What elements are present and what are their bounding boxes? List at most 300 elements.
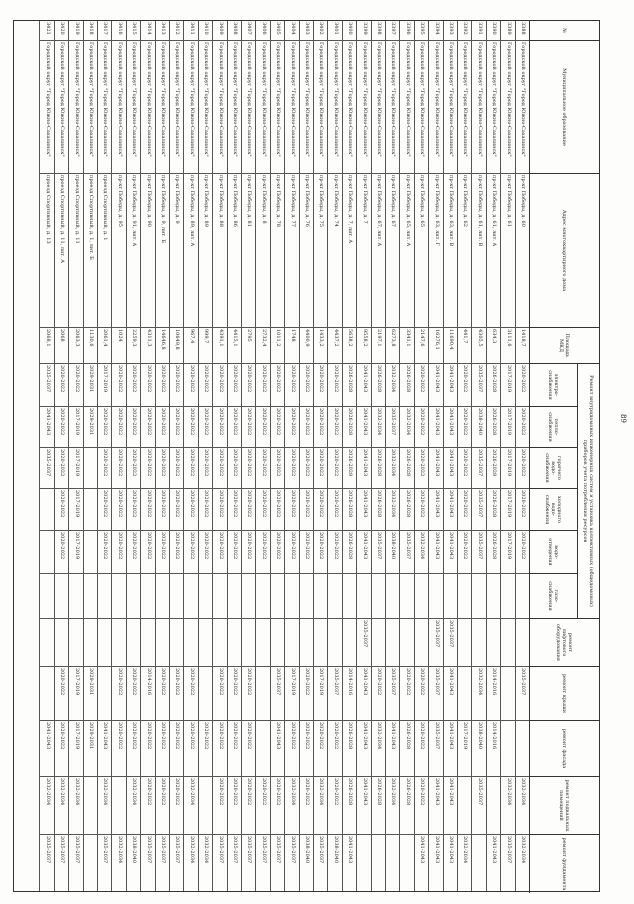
table-row	[299, 21, 313, 891]
cell-foundation: 2038-2040	[131, 836, 138, 864]
cell-vodootvedenie: 2020-2022	[184, 531, 197, 574]
cell-number: 3401	[328, 21, 341, 41]
cell-area: 4437,2	[328, 328, 341, 364]
table-row	[284, 21, 298, 891]
cell-area: 967,4	[184, 328, 197, 364]
cell-area: 4391,1	[213, 328, 226, 364]
cell-basement: 2032-2034	[184, 777, 197, 835]
cell-number: 3418	[84, 21, 97, 41]
cell-hvs: 2017-2019	[501, 489, 514, 531]
cell-basement: 2020-2022	[170, 777, 183, 835]
cell-electro: 2017-2019	[501, 364, 514, 407]
cell-gaz	[256, 574, 269, 619]
cell-number: 3398	[372, 21, 385, 41]
cell-teplo: 2029-2031	[84, 407, 97, 448]
cell-municipality: Городской округ "Город Южно-Сахалинск"	[400, 41, 413, 174]
cell-municipality: Городской округ "Город Южно-Сахалинск"	[199, 41, 212, 174]
cell-gvs	[84, 448, 97, 489]
cell-lift	[242, 619, 255, 667]
cell-electro: 2026-2028	[372, 364, 385, 407]
cell-hvs	[40, 489, 53, 531]
cell-roof	[501, 667, 514, 721]
cell-area: 4400,9	[300, 328, 313, 364]
cell-foundation: 2035-2037	[59, 836, 66, 864]
cell-address: пр-кт Победы, д. 7, лит. А	[343, 174, 356, 328]
cell-address: пр-кт Победы, д. 63, лит. Г	[429, 174, 442, 328]
cell-vodootvedenie: 2020-2022	[228, 531, 241, 574]
cell-teplo: 2026-2028	[487, 407, 500, 448]
cell-basement: 2020-2022	[141, 777, 154, 835]
cell-gaz	[343, 574, 356, 619]
cell-lift	[271, 619, 284, 667]
cell-vodootvedenie: 2035-2037	[372, 531, 385, 574]
cell-teplo: 2020-2022	[156, 407, 169, 448]
cell-hvs: 2020-2022	[271, 489, 284, 531]
cell-gvs: 2020-2022	[228, 448, 241, 489]
cell-area: 2732,4	[256, 328, 269, 364]
cell-electro: 2020-2022	[271, 364, 284, 407]
cell-gaz	[357, 574, 370, 619]
cell-municipality: Городской округ "Город Южно-Сахалинск"	[213, 41, 226, 174]
cell-area: 6273,8	[386, 328, 399, 364]
cell-lift	[84, 619, 97, 667]
cell-number: 3410	[199, 21, 212, 41]
cell-hvs: 2035-2037	[472, 489, 485, 531]
cell-gaz	[228, 574, 241, 619]
cell-roof: 2020-2022	[213, 667, 226, 721]
cell-address: пр-кт Победы, д. 91, лит. А	[127, 174, 140, 328]
cell-basement: 2020-2022	[415, 777, 428, 835]
cell-basement: 2020-2022	[256, 777, 269, 835]
cell-roof: 2014-2016	[487, 667, 500, 721]
cell-teplo: 2020-2022	[516, 407, 529, 448]
cell-teplo: 2020-2022	[55, 407, 68, 448]
cell-municipality: Городской округ "Город Южно-Сахалинск"	[300, 41, 313, 174]
cell-address: пр-кт Победы, д. 61	[501, 174, 514, 328]
cell-area: 4311,3	[141, 328, 154, 364]
cell-roof: 2017-2019	[285, 667, 298, 721]
cell-address: пр-кт Победы, д. 88	[213, 174, 226, 328]
cell-facade: 2014-2016	[487, 721, 500, 777]
cell-area: 14646,8	[156, 328, 169, 364]
cell-roof: 2020-2022	[415, 667, 428, 721]
cell-number: 3407	[242, 21, 255, 41]
cell-roof: 2020-2022	[170, 667, 183, 721]
cell-basement: 2020-2022	[242, 777, 255, 835]
cell-hvs: 2020-2022	[314, 489, 327, 531]
table-row	[471, 21, 485, 891]
cell-basement	[199, 777, 212, 835]
table-row	[443, 21, 457, 891]
cell-vodootvedenie: 2017-2019	[501, 531, 514, 574]
cell-gvs: 2020-2022	[156, 448, 169, 489]
cell-vodootvedenie: 2020-2022	[242, 531, 255, 574]
cell-area: 4305,5	[472, 328, 485, 364]
cell-gaz	[271, 574, 284, 619]
cell-electro: 2026-2028	[400, 364, 413, 407]
cell-vodootvedenie	[40, 531, 53, 574]
cell-gaz	[69, 574, 82, 619]
cell-electro: 2029-2031	[84, 364, 97, 407]
cell-address: пр-кт Победы, д. 81	[242, 174, 255, 328]
cell-area: 16276,1	[429, 328, 442, 364]
cell-address: пр-кт Победы, д. 90	[141, 174, 154, 328]
cell-basement: 2032-2034	[285, 777, 298, 835]
cell-electro: 2020-2022	[156, 364, 169, 407]
cell-teplo: 2017-2019	[501, 407, 514, 448]
cell-foundation	[386, 835, 399, 893]
cell-roof: 2017-2019	[69, 667, 82, 721]
cell-electro: 2020-2022	[415, 364, 428, 407]
cell-foundation: 2041-2043	[433, 836, 440, 864]
cell-lift: 2035-2037	[357, 619, 370, 667]
cell-foundation: 2038-2040	[332, 836, 339, 864]
cell-foundation	[84, 835, 97, 893]
cell-basement: 2026-2028	[372, 777, 385, 835]
cell-gaz	[242, 574, 255, 619]
cell-teplo: 2020-2022	[170, 407, 183, 448]
cell-gvs: 2026-2028	[487, 448, 500, 489]
table-row	[371, 21, 385, 891]
cell-lift	[472, 619, 485, 667]
cell-gaz	[98, 574, 111, 619]
cell-lift	[127, 619, 140, 667]
cell-teplo: 2020-2022	[199, 407, 212, 448]
cell-gvs: 2035-2037	[40, 448, 53, 489]
cell-facade: 2020-2022	[300, 721, 313, 777]
cell-address: пр-кт Победы, д. 76	[300, 174, 313, 328]
cell-address: пр-кт Победы, д. 67, лит. А	[372, 174, 385, 328]
cell-gvs: 2026-2028	[372, 448, 385, 489]
cell-number: 3412	[170, 21, 183, 41]
cell-area: 2259,3	[127, 328, 140, 364]
cell-gaz	[199, 574, 212, 619]
cell-area: 2068,1	[40, 328, 53, 364]
cell-gvs: 2041-2043	[357, 448, 370, 489]
cell-vodootvedenie	[84, 531, 97, 574]
cell-gaz	[40, 574, 53, 619]
cell-teplo: 2020-2022	[127, 407, 140, 448]
table-row	[39, 21, 53, 891]
cell-hvs: 2032-2034	[386, 489, 399, 531]
cell-gvs: 2017-2019	[69, 448, 82, 489]
cell-basement: 2032-2034	[314, 777, 327, 835]
cell-foundation: 2035-2037	[289, 836, 296, 864]
table-row	[183, 21, 197, 891]
cell-facade: 2020-2022	[213, 721, 226, 777]
cell-municipality: Городской округ "Город Южно-Сахалинск"	[55, 41, 68, 174]
page-number: 89	[619, 414, 627, 423]
table-row	[414, 21, 428, 891]
cell-electro: 2020-2022	[314, 364, 327, 407]
table-row	[399, 21, 413, 891]
cell-vodootvedenie: 2020-2022	[458, 531, 471, 574]
capital-repair-table	[13, 20, 600, 892]
cell-gvs: 2020-2022	[213, 448, 226, 489]
cell-municipality: Городской округ "Город Южно-Сахалинск"	[40, 41, 53, 174]
header-gaz: газо-снабжения	[529, 574, 577, 619]
cell-gvs: 2020-2022	[271, 448, 284, 489]
cell-roof: 2035-2037	[328, 667, 341, 721]
cell-gaz	[170, 574, 183, 619]
cell-gvs: 2035-2037	[472, 448, 485, 489]
cell-facade	[501, 721, 514, 777]
cell-gvs: 2026-2028	[400, 448, 413, 489]
cell-basement: 2032-2034	[55, 777, 68, 835]
cell-number: 3392	[458, 21, 471, 41]
cell-area: 1130,6	[84, 328, 97, 364]
cell-gaz	[300, 574, 313, 619]
cell-roof	[40, 667, 53, 721]
cell-gaz	[444, 574, 457, 619]
cell-number: 3400	[343, 21, 356, 41]
cell-number: 3406	[256, 21, 269, 41]
cell-hvs: 2020-2022	[300, 489, 313, 531]
cell-address: пр-кт Победы, д. 7	[357, 174, 370, 328]
cell-facade: 2020-2022	[141, 721, 154, 777]
cell-vodootvedenie: 2020-2022	[256, 531, 269, 574]
cell-area: 1418,7	[516, 328, 529, 364]
header-roof: ремонт крыши	[529, 667, 599, 721]
cell-hvs: 2020-2022	[285, 489, 298, 531]
cell-vodootvedenie: 2017-2019	[69, 531, 82, 574]
cell-vodootvedenie: 2020-2022	[199, 531, 212, 574]
cell-gvs: 2020-2022	[112, 448, 125, 489]
cell-gaz	[55, 574, 68, 619]
cell-area: 11690,4	[444, 328, 457, 364]
table-row	[255, 21, 269, 891]
cell-vodootvedenie: 2041-2043	[429, 531, 442, 574]
cell-basement	[84, 777, 97, 835]
table-row	[486, 21, 500, 891]
cell-electro: 2020-2022	[170, 364, 183, 407]
cell-facade: 2032-2034	[372, 721, 385, 777]
cell-facade: 2020-2022	[156, 721, 169, 777]
cell-vodootvedenie: 2020-2022	[127, 531, 140, 574]
cell-foundation: 2035-2037	[246, 836, 253, 864]
cell-number: 3390	[487, 21, 500, 41]
cell-basement: 2020-2022	[228, 777, 241, 835]
cell-municipality: Городской округ "Город Южно-Сахалинск"	[415, 41, 428, 174]
cell-electro: 2020-2022	[69, 364, 82, 407]
cell-hvs: 2041-2043	[429, 489, 442, 531]
cell-gaz	[141, 574, 154, 619]
table-row	[97, 21, 111, 891]
cell-facade: 2020-2022	[228, 721, 241, 777]
cell-facade: 2038-2040	[472, 721, 485, 777]
cell-municipality: Городской округ "Город Южно-Сахалинск"	[472, 41, 485, 174]
cell-teplo: 2020-2022	[141, 407, 154, 448]
cell-vodootvedenie: 2020-2022	[213, 531, 226, 574]
cell-gaz	[472, 574, 485, 619]
cell-basement: 2041-2043	[444, 777, 457, 835]
cell-number: 3415	[127, 21, 140, 41]
cell-area: 4415,1	[228, 328, 241, 364]
cell-roof: 2014-2016	[141, 667, 154, 721]
cell-electro: 2017-2019	[98, 364, 111, 407]
cell-roof: 2020-2022	[372, 667, 385, 721]
cell-foundation	[372, 835, 385, 893]
cell-gvs: 2032-2034	[386, 448, 399, 489]
cell-municipality: Городской округ "Город Южно-Сахалинск"	[458, 41, 471, 174]
cell-lift	[314, 619, 327, 667]
cell-electro: 2020-2022	[112, 364, 125, 407]
cell-hvs: 2041-2043	[444, 489, 457, 531]
cell-electro: 2020-2022	[228, 364, 241, 407]
cell-lift	[501, 619, 514, 667]
cell-vodootvedenie: 2020-2022	[271, 531, 284, 574]
cell-gvs: 2020-2022	[199, 448, 212, 489]
cell-roof: 2020-2022	[55, 667, 68, 721]
cell-number: 3402	[314, 21, 327, 41]
cell-facade: 2020-2022	[328, 721, 341, 777]
cell-lift	[69, 619, 82, 667]
cell-electro: 2026-2028	[487, 364, 500, 407]
cell-gaz	[487, 574, 500, 619]
cell-lift	[487, 619, 500, 667]
cell-municipality: Городской округ "Город Южно-Сахалинск"	[357, 41, 370, 174]
cell-foundation: 2038-2040	[304, 836, 310, 864]
cell-lift	[40, 619, 53, 667]
cell-foundation: 2032-2034	[116, 836, 123, 864]
cell-gvs: 2020-2022	[242, 448, 255, 489]
table-row	[428, 21, 442, 891]
table-row	[54, 21, 68, 891]
cell-teplo: 2020-2022	[300, 407, 313, 448]
cell-hvs: 2041-2043	[357, 489, 370, 531]
cell-address: пр-кт Победы, д. 62	[458, 174, 471, 328]
cell-municipality: Городской округ "Город Южно-Сахалинск"	[343, 41, 356, 174]
cell-address: пр-кт Победы, д. 65, лит. А	[400, 174, 413, 328]
cell-gaz	[516, 574, 529, 619]
cell-electro: 2041-2043	[429, 364, 442, 407]
cell-teplo: 2038-2040	[472, 407, 485, 448]
cell-teplo: 2032-2034	[400, 407, 413, 448]
cell-roof	[199, 667, 212, 721]
cell-hvs: 2020-2022	[141, 489, 154, 531]
cell-roof: 2041-2043	[444, 667, 457, 721]
cell-municipality: Городской округ "Город Южно-Сахалинск"	[156, 41, 169, 174]
cell-number: 3391	[472, 21, 485, 41]
cell-hvs: 2020-2022	[228, 489, 241, 531]
cell-teplo: 2041-2043	[444, 407, 457, 448]
cell-facade	[256, 721, 269, 777]
cell-teplo: 2020-2022	[285, 407, 298, 448]
header-municipality: Муниципальное образование	[529, 41, 599, 174]
cell-electro: 2035-2037	[40, 364, 53, 407]
cell-facade: 2041-2043	[98, 721, 111, 777]
cell-electro: 2020-2022	[256, 364, 269, 407]
cell-foundation: 2032-2034	[188, 836, 195, 864]
cell-vodootvedenie: 2035-2037	[400, 531, 413, 574]
cell-gaz	[400, 574, 413, 619]
cell-address: пр-кт Победы, д. 61, лит. А	[487, 174, 500, 328]
cell-roof: 2035-2037	[386, 667, 399, 721]
cell-roof: 2035-2037	[429, 667, 442, 721]
cell-vodootvedenie: 2026-2028	[487, 531, 500, 574]
cell-teplo: 2041-2043	[357, 407, 370, 448]
cell-facade: 2020-2022	[127, 721, 140, 777]
cell-gaz	[285, 574, 298, 619]
cell-foundation: 2035-2037	[232, 836, 238, 864]
cell-foundation: 2032-2034	[520, 836, 526, 864]
cell-basement: 2026-2028	[343, 777, 356, 835]
cell-municipality: Городской округ "Город Южно-Сахалинск"	[69, 41, 82, 174]
cell-electro: 2020-2022	[141, 364, 154, 407]
cell-basement: 2032-2034	[516, 777, 529, 835]
cell-municipality: Городской округ "Город Южно-Сахалинск"	[501, 41, 514, 174]
cell-gvs: 2020-2022	[184, 448, 197, 489]
cell-teplo: 2020-2022	[242, 407, 255, 448]
cell-electro: 2035-2037	[472, 364, 485, 407]
cell-gvs: 2041-2043	[429, 448, 442, 489]
cell-electro: 2020-2022	[184, 364, 197, 407]
cell-number: 3411	[184, 21, 197, 41]
cell-facade: 2020-2022	[170, 721, 183, 777]
cell-roof	[256, 667, 269, 721]
cell-foundation: 2035-2037	[275, 836, 282, 864]
cell-address: пр-кт Победы, д. 60	[516, 174, 529, 328]
cell-electro: 2020-2022	[55, 364, 68, 407]
cell-roof: 2020-2022	[156, 667, 169, 721]
cell-foundation: 2035-2037	[145, 836, 152, 864]
cell-hvs: 2020-2022	[156, 489, 169, 531]
cell-facade: 2041-2043	[386, 721, 399, 777]
cell-lift	[199, 619, 212, 667]
cell-lift	[516, 619, 529, 667]
cell-lift: 2035-2037	[429, 619, 442, 667]
cell-gaz	[184, 574, 197, 619]
table-row	[198, 21, 212, 891]
cell-hvs: 2026-2028	[372, 489, 385, 531]
table-row	[241, 21, 255, 891]
header-basement: ремонт подвальных помещений	[529, 777, 599, 835]
cell-area: 3111,6	[501, 328, 514, 364]
cell-address: пр-кт Победы, д. 8	[256, 174, 269, 328]
cell-number: 3417	[98, 21, 111, 41]
cell-gvs: 2020-2022	[314, 448, 327, 489]
cell-address: пр-кт Победы, д. 78	[271, 174, 284, 328]
cell-facade: 2026-2028	[343, 721, 356, 777]
cell-hvs: 2020-2022	[458, 489, 471, 531]
cell-foundation: 2035-2037	[73, 836, 80, 864]
cell-facade: 2029-2031	[84, 721, 97, 777]
cell-lift	[372, 619, 385, 667]
cell-teplo: 2020-2022	[415, 407, 428, 448]
cell-vodootvedenie: 2020-2022	[112, 531, 125, 574]
cell-basement: 2020-2022	[213, 777, 226, 835]
cell-roof	[98, 667, 111, 721]
cell-municipality: Городской округ "Город Южно-Сахалинск"	[127, 41, 140, 174]
cell-municipality: Городской округ "Город Южно-Сахалинск"	[429, 41, 442, 174]
cell-gaz	[314, 574, 327, 619]
cell-lift	[300, 619, 313, 667]
cell-facade: 2017-2019	[458, 721, 471, 777]
cell-roof: 2020-2022	[300, 667, 313, 721]
table-row	[111, 21, 125, 891]
cell-teplo: 2032-2034	[372, 407, 385, 448]
cell-basement	[458, 777, 471, 835]
cell-roof: 2020-2022	[127, 667, 140, 721]
cell-address: пр-кт Победы, д. 63, лит. В	[444, 174, 457, 328]
cell-foundation: 2041-2043	[347, 836, 354, 864]
cell-area: 441,7	[458, 328, 471, 364]
cell-lift	[156, 619, 169, 667]
cell-roof: 2020-2022	[228, 667, 241, 721]
cell-basement: 2020-2022	[300, 777, 313, 835]
cell-hvs: 2020-2022	[256, 489, 269, 531]
cell-lift	[285, 619, 298, 667]
